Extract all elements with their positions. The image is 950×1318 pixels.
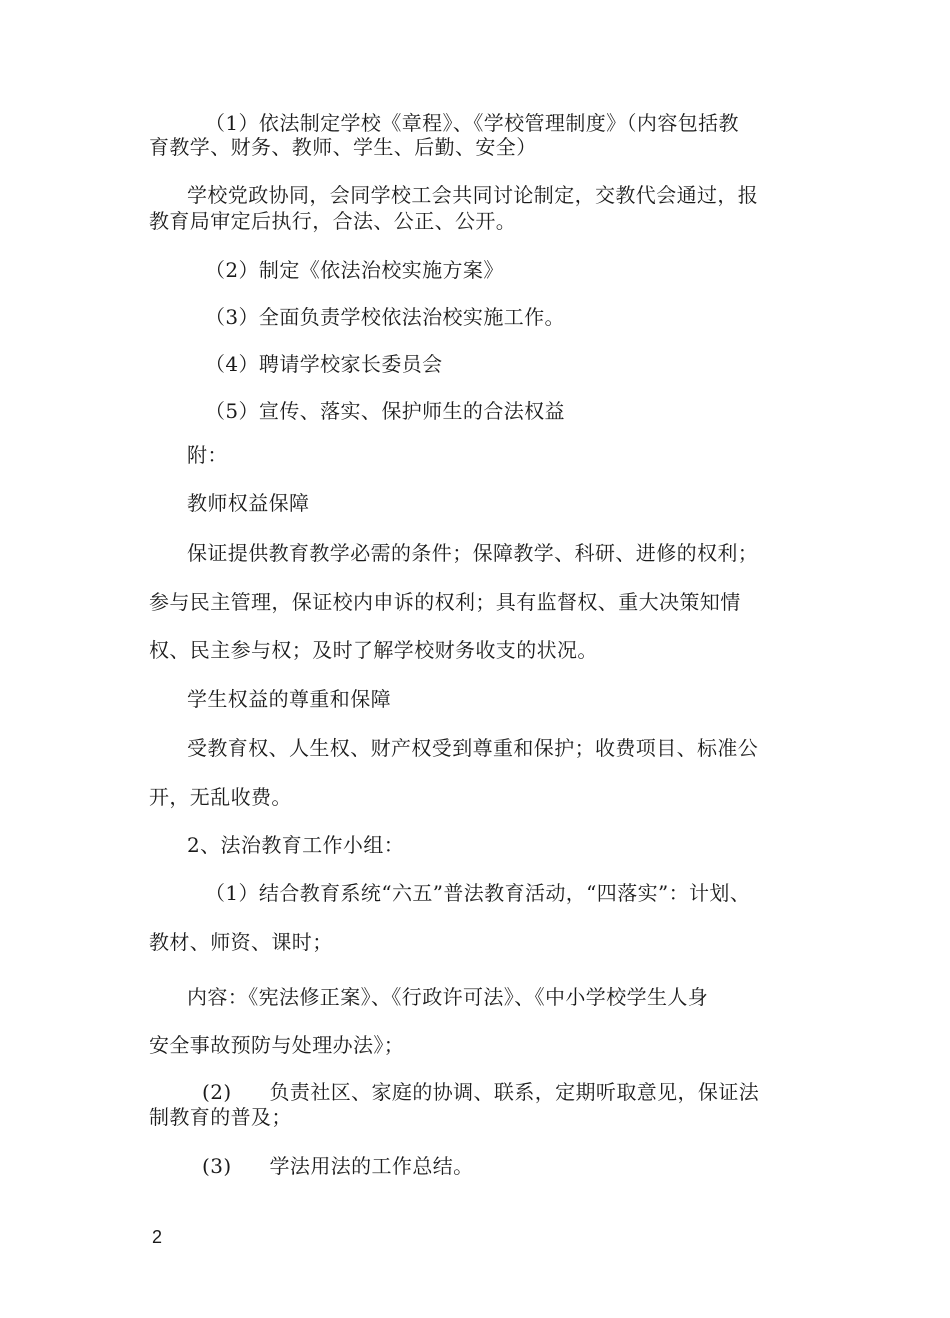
list-item: （3）全面负责学校依法治校实施工作。: [205, 305, 565, 329]
paragraph-line: 参与民主管理，保证校内申诉的权利；具有监督权、重大决策知情: [149, 590, 741, 614]
list-item: （5）宣传、落实、保护师生的合法权益: [205, 399, 565, 423]
item-number: (2): [202, 1080, 232, 1104]
item-number: (3): [202, 1154, 232, 1178]
paragraph-line: 安全事故预防与处理办法》；: [149, 1033, 405, 1057]
paragraph-line: 学校党政协同，会同学校工会共同讨论制定，交教代会通过，报: [187, 183, 759, 207]
list-item: [202, 1080, 759, 1104]
item-text: 负责社区、家庭的协调、联系，定期听取意见，保证法: [269, 1080, 760, 1104]
list-item: [202, 1154, 474, 1178]
section-heading: 教师权益保障: [187, 491, 310, 515]
paragraph-line: 受教育权、人生权、财产权受到尊重和保护；收费项目、标准公: [187, 736, 759, 760]
section-heading: 2、法治教育工作小组：: [187, 833, 405, 857]
item-text: 学法用法的工作总结。: [269, 1154, 474, 1178]
paragraph-line: 权、民主参与权；及时了解学校财务收支的状况。: [149, 638, 598, 662]
list-item: （1）结合教育系统“六五”普法教育活动，“四落实”：计划、: [205, 881, 751, 905]
paragraph-line: 内容：《宪法修正案》、《行政许可法》、《中小学校学生人身: [187, 985, 709, 1009]
paragraph-line: 教材、师资、课时；: [149, 930, 333, 954]
list-item: （2）制定《依法治校实施方案》: [205, 258, 504, 282]
paragraph-line: 制教育的普及；: [149, 1105, 292, 1129]
paragraph-line: 育教学、财务、教师、学生、后勤、安全）: [149, 135, 537, 159]
page-number: 2: [152, 1227, 163, 1247]
section-heading: 学生权益的尊重和保障: [187, 687, 391, 711]
paragraph-line: 教育局审定后执行，合法、公正、公开。: [149, 209, 517, 233]
appendix-label: 附：: [187, 443, 228, 467]
paragraph-line: 开，无乱收费。: [149, 785, 292, 809]
list-item: （4）聘请学校家长委员会: [205, 352, 443, 376]
paragraph-line: 保证提供教育教学必需的条件；保障教学、科研、进修的权利；: [187, 541, 759, 565]
paragraph-line: （1）依法制定学校《章程》、《学校管理制度》（内容包括教: [205, 111, 739, 135]
